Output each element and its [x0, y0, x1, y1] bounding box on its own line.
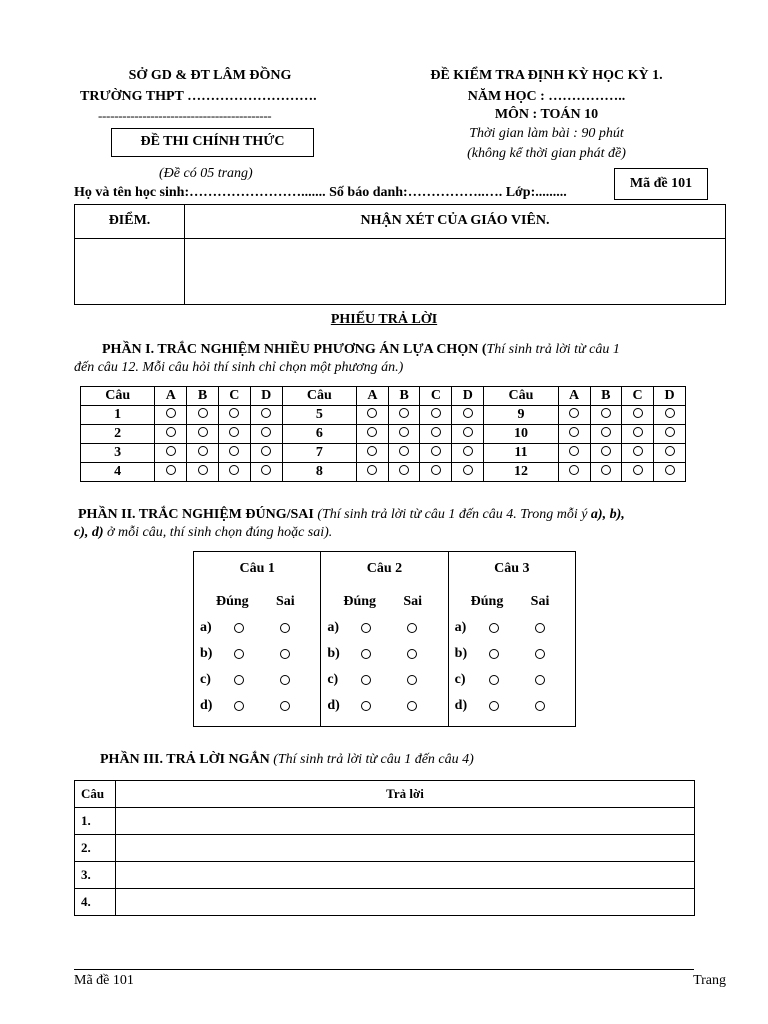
part2-instruction-3: c), d)	[74, 525, 104, 540]
part2-question-body	[321, 586, 447, 726]
answer-bubble-icon[interactable]	[166, 465, 176, 475]
answer-bubble-icon[interactable]	[463, 446, 473, 456]
answer-bubble-cell[interactable]	[218, 406, 250, 425]
part3-answer-cell[interactable]	[116, 862, 695, 889]
subject: MÔN : TOÁN 10	[494, 107, 599, 122]
col-header: D	[250, 387, 282, 406]
false-bubble-icon[interactable]	[535, 649, 545, 659]
false-bubble-icon[interactable]	[407, 675, 417, 685]
answer-bubble-icon[interactable]	[166, 408, 176, 418]
part2-question-header: Câu 1	[239, 561, 275, 576]
col-header: D	[654, 387, 686, 406]
true-bubble-icon[interactable]	[361, 675, 371, 685]
header-dashes: -------------------------------------------	[98, 108, 272, 123]
answer-bubble-cell[interactable]	[187, 406, 219, 425]
question-number: 11	[484, 444, 558, 463]
answer-bubble-cell[interactable]	[452, 463, 484, 482]
answer-bubble-icon[interactable]	[431, 408, 441, 418]
true-label: Đúng	[470, 594, 504, 609]
official-exam-box	[111, 128, 314, 157]
true-bubble-icon[interactable]	[234, 675, 244, 685]
question-number: 6	[282, 425, 356, 444]
answer-bubble-cell[interactable]	[558, 406, 590, 425]
answer-bubble-cell[interactable]	[622, 444, 654, 463]
part3-question-number: 1.	[75, 808, 116, 835]
answer-bubble-cell[interactable]	[155, 425, 187, 444]
part3-question-number: 3.	[75, 862, 116, 889]
page-count: (Đề có 05 trang)	[159, 166, 253, 181]
col-header: C	[420, 387, 452, 406]
item-label: c)	[200, 672, 211, 687]
answer-bubble-cell[interactable]	[452, 425, 484, 444]
answer-bubble-cell[interactable]	[420, 406, 452, 425]
true-bubble-icon[interactable]	[234, 649, 244, 659]
col-header: A	[558, 387, 590, 406]
answer-bubble-icon[interactable]	[569, 446, 579, 456]
answer-bubble-icon[interactable]	[665, 465, 675, 475]
answer-bubble-cell[interactable]	[558, 444, 590, 463]
col-header: A	[356, 387, 388, 406]
answer-bubble-cell[interactable]	[388, 406, 420, 425]
false-bubble-icon[interactable]	[407, 701, 417, 711]
col-header: A	[155, 387, 187, 406]
exam-code: Mã đề 101	[629, 176, 693, 191]
answer-bubble-icon[interactable]	[633, 465, 643, 475]
col-header: C	[622, 387, 654, 406]
answer-bubble-cell[interactable]	[590, 444, 622, 463]
answer-bubble-cell[interactable]	[558, 425, 590, 444]
true-bubble-icon[interactable]	[489, 701, 499, 711]
answer-bubble-cell[interactable]	[250, 406, 282, 425]
answer-bubble-cell[interactable]	[356, 425, 388, 444]
item-label: d)	[200, 698, 213, 713]
part2-answer-table	[193, 551, 576, 727]
answer-bubble-icon[interactable]	[601, 465, 611, 475]
table-row	[75, 808, 695, 835]
false-bubble-icon[interactable]	[407, 623, 417, 633]
answer-bubble-icon[interactable]	[463, 408, 473, 418]
false-bubble-icon[interactable]	[535, 623, 545, 633]
false-label: Sai	[530, 594, 550, 609]
answer-bubble-cell[interactable]	[218, 425, 250, 444]
col-header: Câu	[282, 387, 356, 406]
exam-code-box	[614, 168, 708, 200]
false-bubble-icon[interactable]	[280, 675, 290, 685]
question-number: 3	[81, 444, 155, 463]
col-header: B	[590, 387, 622, 406]
question-number: 9	[484, 406, 558, 425]
table-row	[75, 889, 695, 916]
student-name-field[interactable]: Họ và tên học sinh:…………………….......	[74, 185, 326, 200]
answer-bubble-icon[interactable]	[633, 446, 643, 456]
false-bubble-icon[interactable]	[535, 701, 545, 711]
answer-bubble-icon[interactable]	[261, 465, 271, 475]
question-number: 1	[81, 406, 155, 425]
answer-bubble-icon[interactable]	[367, 446, 377, 456]
class-field[interactable]: Lớp:.........	[505, 185, 567, 200]
school-year: NĂM HỌC : ……………..	[467, 89, 626, 104]
answer-bubble-icon[interactable]	[665, 427, 675, 437]
answer-bubble-icon[interactable]	[367, 427, 377, 437]
part2-instruction-4: ở mỗi câu, thí sinh chọn đúng hoặc sai).	[107, 525, 333, 540]
answer-bubble-icon[interactable]	[569, 408, 579, 418]
part1-header-row	[81, 387, 686, 406]
table-row	[81, 406, 686, 425]
part3-answer-cell[interactable]	[116, 835, 695, 862]
answer-bubble-cell[interactable]	[420, 444, 452, 463]
answer-bubble-icon[interactable]	[261, 446, 271, 456]
answer-bubble-cell[interactable]	[388, 463, 420, 482]
false-label: Sai	[403, 594, 423, 609]
answer-bubble-cell[interactable]	[654, 406, 686, 425]
item-label: a)	[200, 620, 212, 635]
col-header: Câu	[484, 387, 558, 406]
answer-bubble-icon[interactable]	[399, 465, 409, 475]
part3-question-number: 2.	[75, 835, 116, 862]
answer-bubble-cell[interactable]	[654, 425, 686, 444]
score-header: ĐIỂM.	[108, 213, 151, 228]
answer-bubble-icon[interactable]	[166, 446, 176, 456]
answer-bubble-cell[interactable]	[622, 425, 654, 444]
item-label: d)	[454, 698, 468, 713]
answer-bubble-icon[interactable]	[431, 427, 441, 437]
question-number: 5	[282, 406, 356, 425]
item-label: b)	[454, 646, 468, 661]
false-bubble-icon[interactable]	[407, 649, 417, 659]
answer-bubble-icon[interactable]	[633, 408, 643, 418]
part2-title: PHẦN II. TRẮC NGHIỆM ĐÚNG/SAI	[78, 507, 314, 522]
part2-instruction-2: a), b),	[590, 507, 625, 522]
part2-question-column	[321, 552, 448, 727]
false-bubble-icon[interactable]	[535, 675, 545, 685]
answer-bubble-cell[interactable]	[420, 425, 452, 444]
true-bubble-icon[interactable]	[234, 623, 244, 633]
footer-rule	[74, 969, 694, 970]
answer-bubble-icon[interactable]	[665, 408, 675, 418]
true-bubble-icon[interactable]	[361, 649, 371, 659]
answer-bubble-cell[interactable]	[622, 406, 654, 425]
col-header: B	[187, 387, 219, 406]
answer-bubble-cell[interactable]	[356, 406, 388, 425]
answer-bubble-icon[interactable]	[229, 427, 239, 437]
answer-bubble-cell[interactable]	[356, 463, 388, 482]
question-number: 12	[484, 463, 558, 482]
footer-exam-code: Mã đề 101	[74, 973, 134, 988]
part3-title: PHẦN III. TRẢ LỜI NGẮN	[100, 752, 270, 767]
score-cell[interactable]	[75, 239, 184, 304]
answer-bubble-cell[interactable]	[622, 463, 654, 482]
answer-bubble-icon[interactable]	[229, 465, 239, 475]
exam-title: ĐỀ KIỂM TRA ĐỊNH KỲ HỌC KỲ 1.	[430, 68, 663, 83]
school-name: TRƯỜNG THPT ……………………….	[80, 89, 317, 104]
answer-bubble-cell[interactable]	[187, 463, 219, 482]
question-number: 8	[282, 463, 356, 482]
score-table	[74, 204, 726, 305]
part2-question-header: Câu 2	[366, 561, 403, 576]
part1-instruction-b: đến câu 12. Mỗi câu hỏi thí sinh chỉ chọn một phương án.)	[74, 360, 404, 375]
answer-bubble-icon[interactable]	[399, 427, 409, 437]
part2-question-column	[194, 552, 321, 727]
answer-bubble-cell[interactable]	[155, 444, 187, 463]
answer-bubble-cell[interactable]	[590, 406, 622, 425]
true-bubble-icon[interactable]	[361, 701, 371, 711]
answer-bubble-cell[interactable]	[420, 463, 452, 482]
answer-bubble-icon[interactable]	[601, 427, 611, 437]
part2-question-header: Câu 3	[494, 561, 530, 576]
answer-bubble-icon[interactable]	[229, 408, 239, 418]
true-bubble-icon[interactable]	[489, 675, 499, 685]
part2-question-body	[449, 586, 575, 726]
part2-instruction-1: (Thí sinh trả lời từ câu 1 đến câu 4. Trong mỗi ý	[317, 507, 588, 522]
part3-answer-table	[74, 780, 695, 916]
false-bubble-icon[interactable]	[280, 701, 290, 711]
answer-bubble-icon[interactable]	[261, 408, 271, 418]
false-label: Sai	[276, 594, 295, 609]
item-label: c)	[327, 672, 339, 687]
answer-bubble-icon[interactable]	[166, 427, 176, 437]
col-header: Câu	[81, 387, 155, 406]
answer-bubble-icon[interactable]	[198, 408, 208, 418]
answer-bubble-cell[interactable]	[654, 463, 686, 482]
part3-col-answer: Trả lời	[116, 781, 695, 808]
answer-bubble-icon[interactable]	[229, 446, 239, 456]
table-row	[81, 444, 686, 463]
answer-bubble-cell[interactable]	[155, 463, 187, 482]
answer-bubble-cell[interactable]	[452, 406, 484, 425]
answer-bubble-cell[interactable]	[218, 463, 250, 482]
answer-bubble-cell[interactable]	[558, 463, 590, 482]
student-number-field[interactable]: Số báo danh:……………..….	[329, 185, 503, 200]
part1-instruction-a: Thí sinh trả lời từ câu 1	[486, 342, 620, 357]
answer-bubble-icon[interactable]	[198, 427, 208, 437]
answer-bubble-icon[interactable]	[569, 465, 579, 475]
answer-bubble-icon[interactable]	[569, 427, 579, 437]
table-row	[81, 425, 686, 444]
true-bubble-icon[interactable]	[489, 623, 499, 633]
teacher-comment-cell[interactable]	[185, 239, 725, 304]
department-name: SỞ GD & ĐT LÂM ĐỒNG	[128, 68, 292, 83]
answer-bubble-cell[interactable]	[590, 425, 622, 444]
answer-bubble-icon[interactable]	[665, 446, 675, 456]
true-bubble-icon[interactable]	[489, 649, 499, 659]
exam-duration: Thời gian làm bài : 90 phút	[469, 126, 624, 141]
answer-bubble-cell[interactable]	[187, 444, 219, 463]
answer-bubble-icon[interactable]	[431, 465, 441, 475]
part3-answer-cell[interactable]	[116, 808, 695, 835]
footer-page: Trang	[693, 973, 726, 988]
answer-bubble-icon[interactable]	[399, 446, 409, 456]
question-number: 2	[81, 425, 155, 444]
item-label: c)	[454, 672, 466, 687]
part3-col-question: Câu	[75, 781, 116, 808]
answer-bubble-icon[interactable]	[463, 465, 473, 475]
answer-bubble-cell[interactable]	[388, 425, 420, 444]
answer-bubble-cell[interactable]	[250, 463, 282, 482]
official-exam-label: ĐỀ THI CHÍNH THỨC	[140, 134, 285, 149]
answer-bubble-icon[interactable]	[367, 465, 377, 475]
answer-bubble-icon[interactable]	[367, 408, 377, 418]
table-row	[81, 463, 686, 482]
answer-bubble-icon[interactable]	[198, 465, 208, 475]
col-header: D	[452, 387, 484, 406]
answer-bubble-cell[interactable]	[218, 444, 250, 463]
true-bubble-icon[interactable]	[361, 623, 371, 633]
item-label: b)	[200, 646, 213, 661]
answer-bubble-cell[interactable]	[654, 444, 686, 463]
col-header: C	[218, 387, 250, 406]
answer-bubble-cell[interactable]	[356, 444, 388, 463]
question-number: 7	[282, 444, 356, 463]
question-number: 10	[484, 425, 558, 444]
part2-question-column	[448, 552, 575, 727]
item-label: a)	[454, 620, 467, 635]
table-row	[75, 835, 695, 862]
part1-title: PHẦN I. TRẮC NGHIỆM NHIỀU PHƯƠNG ÁN LỰA CHỌN (	[102, 342, 487, 357]
item-label: b)	[327, 646, 340, 661]
answer-bubble-cell[interactable]	[155, 406, 187, 425]
student-info-line	[74, 185, 567, 201]
part2-instructions	[74, 506, 704, 542]
part3-header-row	[75, 781, 695, 808]
item-label: a)	[327, 620, 339, 635]
true-label: Đúng	[216, 594, 249, 609]
answer-bubble-icon[interactable]	[601, 446, 611, 456]
answer-bubble-cell[interactable]	[250, 444, 282, 463]
answer-bubble-cell[interactable]	[452, 444, 484, 463]
answer-bubble-icon[interactable]	[601, 408, 611, 418]
part3-instructions	[100, 752, 474, 768]
answer-bubble-cell[interactable]	[250, 425, 282, 444]
answer-sheet-title: PHIẾU TRẢ LỜI	[330, 312, 438, 327]
answer-bubble-icon[interactable]	[431, 446, 441, 456]
col-header: B	[388, 387, 420, 406]
answer-bubble-icon[interactable]	[399, 408, 409, 418]
question-number: 4	[81, 463, 155, 482]
answer-bubble-icon[interactable]	[198, 446, 208, 456]
teacher-comment-header: NHẬN XÉT CỦA GIÁO VIÊN.	[360, 213, 550, 228]
true-bubble-icon[interactable]	[234, 701, 244, 711]
answer-bubble-cell[interactable]	[590, 463, 622, 482]
answer-bubble-icon[interactable]	[463, 427, 473, 437]
part3-answer-cell[interactable]	[116, 889, 695, 916]
false-bubble-icon[interactable]	[280, 649, 290, 659]
part1-answer-table	[80, 386, 686, 482]
duration-note: (không kể thời gian phát đề)	[467, 146, 626, 161]
part3-question-number: 4.	[75, 889, 116, 916]
part2-question-body	[194, 586, 320, 726]
answer-bubble-cell[interactable]	[388, 444, 420, 463]
part1-instructions	[74, 341, 704, 377]
answer-bubble-icon[interactable]	[261, 427, 271, 437]
false-bubble-icon[interactable]	[280, 623, 290, 633]
part3-instruction: (Thí sinh trả lời từ câu 1 đến câu 4)	[273, 752, 474, 767]
answer-bubble-icon[interactable]	[633, 427, 643, 437]
item-label: d)	[327, 698, 340, 713]
answer-bubble-cell[interactable]	[187, 425, 219, 444]
table-row	[75, 862, 695, 889]
true-label: Đúng	[343, 594, 377, 609]
